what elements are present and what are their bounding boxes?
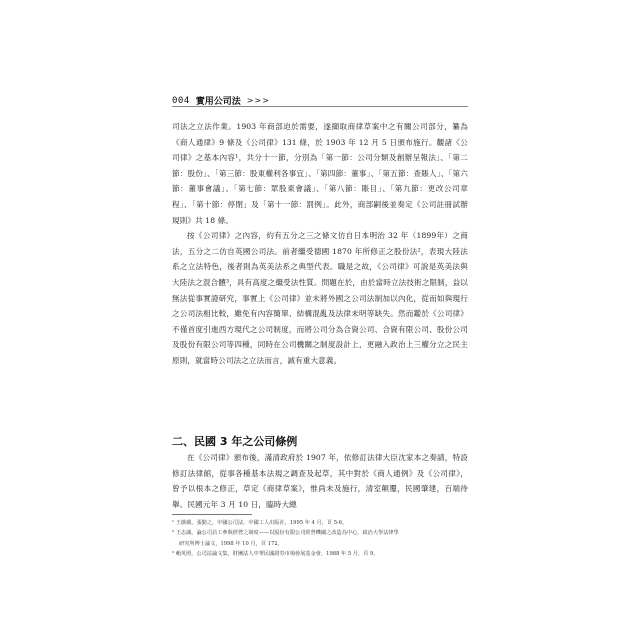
paragraph-1: 司法之立法作業。1903 年商部迫於需要，遂擷取商律草案中之有關公司部分，纂為《商人通律》9 條及《公司律》131 條，於 1903 年 12 月 5 日頒布施行。觀諸《公司律》之基本內容¹，共分十一節，分別為「第一節：公司分類及創辦呈報法」、「第二節：股份」、「第三節：股東權利各事宜」、「第四節：董事」、「第五節：查賬人」、「第六節：董事會議」、「第七節：眾股東會議」、「第八節：賬目」、「第九節：更改公司章程」、「第十節：停閉」及「第十一節：罰例」。此外，商部嗣後並奏定《公司註冊試辦規則》共 18 條。 (172, 122, 468, 225)
section-text (172, 450, 468, 512)
footnote-2: ² 王志誠，論公司員工參與經營之制度——以股份有限公司經營機關之改造為中心，政治大學法律學 (172, 530, 399, 537)
footnote-3: ³ 賴英照，公司法論文集，財團法人中華民國證券市場發展基金會，1988 年 5 月，頁 9。 (172, 551, 379, 558)
paragraph-2: 按《公司律》之內容，約有五分之三之條文仿自日本明治 32 年（1899年）之商法，五分之二仿自英國公司法。前者繼受德國 1870 年所修正之股份法²，表現大陸法系之立法特色，後者則為英美法系之典型代表。職是之故，《公司律》可說是英美法與大陸法之混合體³，具有高度之繼受法性質。問題在於，由於當時立法技術之限制，益以無法從事實證研究，事實上《公司律》並未將外國之公司法制加以內化，從而如與現行之公司法相比較，雖免有內容簡單、結構混亂及法律未明等缺失。然而鑑於《公司律》不僅首度引進西方現代之公司制度，而將公司分為合資公司、合資有限公司、股份公司及股份有限公司等四種，同時在公司機關之制度設計上，更融入政治上三權分立之民主原則，就當時公司法之立法而言，誠有重大意義。 (172, 231, 468, 365)
section-heading: 二、民國 3 年之公司條例 (172, 435, 298, 448)
page-number: 004 (172, 95, 190, 106)
arrows-icon: >>> (246, 96, 270, 105)
footnotes (172, 518, 468, 560)
footnote-rule (172, 514, 252, 515)
footnote-2-cont: 研究所博士論文，1998 年 10 月，頁 172。 (179, 540, 283, 547)
book-title: 實用公司法 (195, 97, 241, 107)
footnote-1: ¹ 王薇蘋，張勤之，中國公司法，中國工人出版社，1995 年 4 月，頁 5-6。 (172, 520, 348, 526)
header-rule (172, 106, 468, 107)
main-text (172, 119, 468, 369)
paragraph-3: 在《公司律》頒布後，滿清政府於 1907 年，依修訂法律大臣沈家本之奏請，特設修訂法律館，從事各種基本法規之調查及起草，其中對於《商人通例》及《公司律》，曾予以根本之修正，草定《商律草案》，惟尚未及施行，清室顛覆，民國肇建，百端待舉。民國元年 3 月 10 日，臨時大總 (172, 453, 468, 509)
